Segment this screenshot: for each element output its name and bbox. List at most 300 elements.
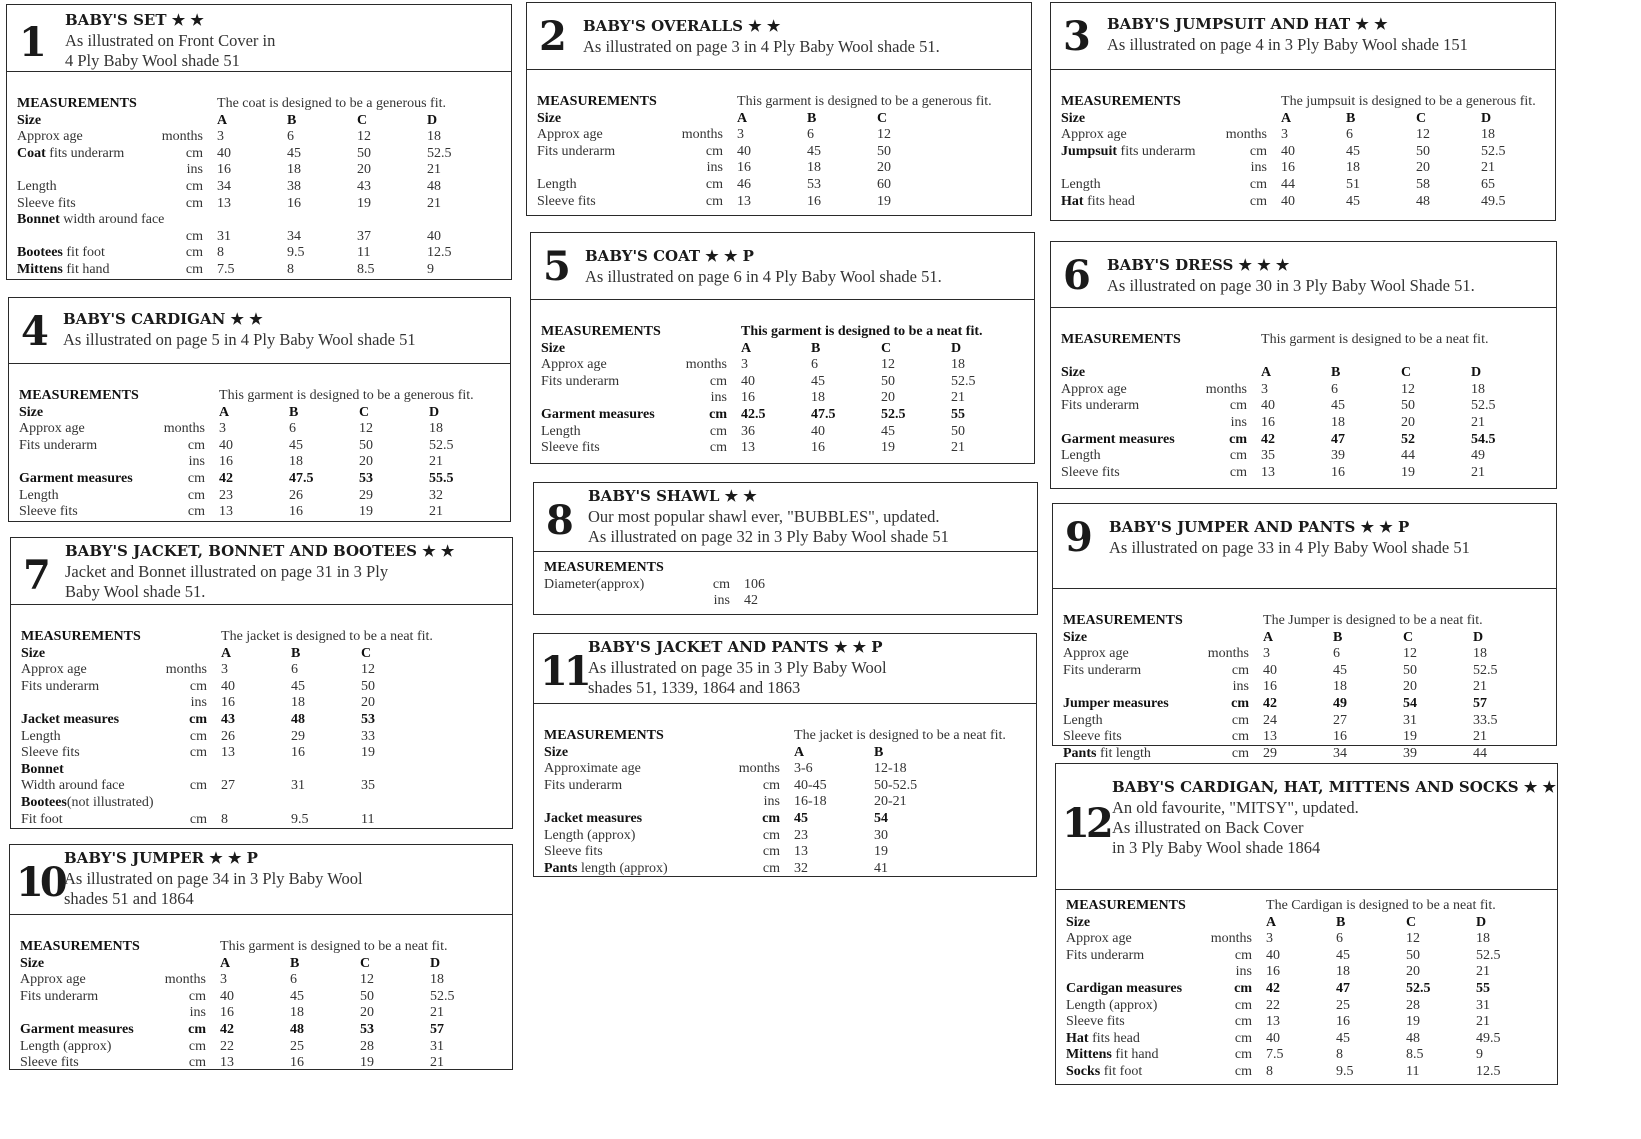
row-value: 52.5 [1406, 980, 1431, 996]
row-label-bold: Jacket measures [544, 810, 643, 826]
measurement-row [1063, 663, 1543, 680]
row-value: 16 [1336, 1014, 1351, 1030]
pattern-header [9, 298, 510, 364]
row-label-text: Fits underarm [1063, 662, 1142, 678]
row-value: 45 [287, 145, 302, 161]
row-label-text: fit hand [62, 261, 110, 277]
row-label-text: Approx age [1061, 127, 1127, 143]
size-unit-empty [161, 646, 221, 663]
row-value: 51 [1346, 176, 1361, 192]
measurements-table [537, 94, 992, 210]
row-value: 28 [1406, 997, 1421, 1013]
measurements-table [1061, 332, 1541, 481]
row-label [544, 593, 684, 610]
row-value: 21 [1476, 1014, 1491, 1030]
row-value: 6 [1336, 931, 1344, 947]
row-value: 12 [360, 972, 375, 988]
row-label [19, 438, 159, 455]
subtitle-line: As illustrated on page 34 in 3 Ply Baby Wool [64, 869, 363, 888]
row-value: 13 [741, 440, 756, 456]
row-unit: months [685, 357, 728, 373]
row-unit: cm [1249, 193, 1268, 209]
row-label [1066, 964, 1206, 981]
size-b: B [1336, 914, 1346, 930]
spacer-row [1061, 349, 1541, 366]
row-label-text: Fits underarm [544, 777, 623, 793]
row-value: 40-45 [794, 777, 827, 793]
row-value: 11 [357, 245, 371, 261]
measurements-title: MEASUREMENTS [20, 939, 140, 954]
pattern-card-5 [530, 232, 1035, 464]
row-label [20, 1005, 160, 1022]
row-value: 49.5 [1481, 193, 1506, 209]
row-label [1061, 127, 1221, 144]
size-d: D [1476, 914, 1487, 930]
measurement-row [537, 127, 947, 144]
size-a: A [1263, 629, 1274, 645]
row-label-text: (not illustrated) [66, 794, 154, 810]
row-label [19, 471, 159, 488]
row-unit: cm [762, 810, 781, 826]
row-unit: cm [189, 811, 208, 827]
measurements-title: MEASUREMENTS [541, 324, 661, 339]
row-value: 18 [951, 357, 966, 373]
row-unit: ins [706, 160, 724, 176]
row-value: 19 [360, 1055, 375, 1071]
row-value: 13 [737, 193, 752, 209]
row-value: 37 [357, 228, 372, 244]
row-value: 55 [951, 406, 966, 422]
row-value: 45 [807, 143, 822, 159]
row-unit: months [163, 421, 206, 437]
row-label [21, 662, 161, 679]
row-value: 36 [741, 423, 756, 439]
fit-note: This garment is designed to be a neat fit. [1261, 332, 1489, 347]
measurements-heading-row [17, 96, 497, 113]
measurements-heading-row [19, 388, 499, 405]
row-value: 57 [430, 1021, 445, 1037]
pattern-number: 8 [546, 497, 574, 544]
pattern-subtitle [588, 658, 887, 698]
row-value: 40 [1281, 143, 1296, 159]
row-value: 3 [741, 357, 749, 373]
fit-note: The Cardigan is designed to be a neat fit. [1266, 898, 1496, 913]
measurement-row [1061, 382, 1541, 399]
row-label [544, 794, 734, 811]
row-label-bold: Jumpsuit [1061, 143, 1118, 159]
pattern-title: BABY'S JACKET, BONNET AND BOOTEES ★ ★ [65, 542, 455, 560]
row-label-text: fits underarm [1117, 143, 1196, 159]
size-c: C [361, 645, 372, 661]
row-value: 44 [1473, 745, 1488, 761]
pattern-subtitle [585, 267, 942, 287]
row-unit: months [681, 127, 724, 143]
row-label [19, 504, 159, 521]
subtitle-line: in 3 Ply Baby Wool shade 1864 [1112, 838, 1321, 857]
row-unit: cm [189, 678, 208, 694]
pattern-card-9 [1052, 503, 1557, 761]
row-value: 21 [1471, 414, 1486, 430]
row-unit: cm [762, 827, 781, 843]
row-label [21, 795, 161, 812]
measurements-title: MEASUREMENTS [544, 560, 664, 575]
row-value: 50 [361, 678, 376, 694]
size-header-row [1061, 111, 1551, 128]
row-value: 6 [807, 127, 815, 143]
row-value: 52.5 [429, 437, 454, 453]
row-unit: cm [1234, 997, 1253, 1013]
row-unit: cm [189, 711, 208, 727]
row-value: 49 [1471, 448, 1486, 464]
measurement-row [544, 593, 814, 610]
measurement-row [1061, 432, 1541, 449]
size-b: B [290, 955, 300, 971]
row-label-text: fit foot [62, 245, 105, 261]
pattern-header [534, 483, 1037, 552]
row-value: 42 [1261, 431, 1276, 447]
row-value: 54 [1403, 695, 1418, 711]
size-b: B [289, 404, 299, 420]
row-value: 12.5 [427, 245, 452, 261]
row-label [541, 440, 681, 457]
row-value: 42.5 [741, 406, 766, 422]
size-b: B [287, 112, 297, 128]
row-value: 40 [741, 373, 756, 389]
size-label: Size [1061, 365, 1086, 381]
row-label [1061, 160, 1221, 177]
subtitle-line: 4 Ply Baby Wool shade 51 [65, 51, 240, 70]
size-d: D [1473, 629, 1484, 645]
measurement-row [1061, 194, 1551, 211]
row-label-bold: Cardigan measures [1066, 980, 1183, 996]
row-value [287, 212, 357, 229]
row-value: 6 [287, 129, 295, 145]
row-label [1066, 1064, 1206, 1081]
size-a: A [1266, 914, 1277, 930]
row-label-text: Approx age [19, 421, 85, 437]
row-value: 45 [811, 373, 826, 389]
row-value: 21 [1476, 964, 1491, 980]
measurement-row [17, 196, 497, 213]
row-value: 45 [1346, 143, 1361, 159]
measurement-row [19, 471, 499, 488]
row-value: 50 [877, 143, 892, 159]
row-value: 48 [291, 711, 306, 727]
measurement-row [21, 662, 431, 679]
row-value: 19 [1403, 729, 1418, 745]
row-label [19, 454, 159, 471]
row-unit: cm [187, 437, 206, 453]
row-value: 21 [427, 195, 442, 211]
row-label [21, 712, 161, 729]
row-value: 20 [877, 160, 892, 176]
row-value: 8 [1336, 1047, 1344, 1063]
row-label-bold: Garment measures [1061, 431, 1175, 447]
row-value: 20 [1416, 160, 1431, 176]
row-value: 34 [1333, 745, 1348, 761]
row-value: 3 [221, 662, 229, 678]
row-value: 21 [1473, 679, 1488, 695]
row-label-text: Length [537, 176, 577, 192]
measurement-row [544, 794, 944, 811]
row-label-text: Approx age [1061, 381, 1127, 397]
row-unit: months [738, 761, 781, 777]
row-value: 40 [220, 988, 235, 1004]
measurement-row [20, 972, 500, 989]
spacer-cell [1061, 349, 1541, 366]
row-label [537, 177, 677, 194]
fit-note: The jumpsuit is designed to be a generous fit. [1281, 94, 1536, 109]
row-unit: months [165, 662, 208, 678]
row-value: 9 [427, 261, 435, 277]
pattern-number: 4 [21, 308, 49, 355]
row-value: 23 [794, 827, 809, 843]
row-value: 47 [1331, 431, 1346, 447]
row-label-text: Approx age [1066, 931, 1132, 947]
pattern-number: 11 [540, 648, 588, 695]
row-value: 8 [1266, 1063, 1274, 1079]
row-value: 52.5 [881, 406, 906, 422]
measurement-row [1066, 1047, 1546, 1064]
row-value: 52.5 [951, 373, 976, 389]
subtitle-line: As illustrated on page 33 in 4 Ply Baby Wool shade 51 [1109, 538, 1470, 557]
row-label-bold: Hat [1061, 193, 1084, 209]
measurement-row [541, 440, 1021, 457]
measurements-title: MEASUREMENTS [1066, 898, 1186, 913]
measurement-row [17, 162, 497, 179]
row-value: 7.5 [1266, 1047, 1284, 1063]
pattern-card-12 [1055, 763, 1558, 1085]
row-label-text: Fits underarm [1061, 398, 1140, 414]
row-label [1061, 415, 1201, 432]
measurement-row [544, 828, 944, 845]
measurements-table [544, 728, 1006, 877]
size-b: B [1331, 365, 1341, 381]
size-c: C [359, 404, 370, 420]
row-value: 18 [1476, 931, 1491, 947]
row-value: 12 [357, 129, 372, 145]
row-unit: cm [712, 576, 731, 592]
measurement-row [1063, 646, 1543, 663]
row-value: 45 [1336, 947, 1351, 963]
row-value: 26 [221, 728, 236, 744]
row-value: 24 [1263, 712, 1278, 728]
row-label-text: Sleeve fits [17, 195, 76, 211]
row-label [1061, 382, 1201, 399]
fit-note: The coat is designed to be a generous fit. [217, 96, 446, 111]
row-label-text: Fits underarm [19, 437, 98, 453]
row-value: 52.5 [430, 988, 455, 1004]
row-value: 13 [1263, 729, 1278, 745]
pattern-header [527, 3, 1031, 70]
row-unit: cm [185, 261, 204, 277]
measurement-row [541, 357, 1021, 374]
row-value: 22 [220, 1038, 235, 1054]
row-value: 40 [1263, 662, 1278, 678]
row-value: 47.5 [811, 406, 836, 422]
row-value: 45 [291, 678, 306, 694]
row-value: 7.5 [217, 261, 235, 277]
measurement-row [1066, 931, 1546, 948]
row-label-text: Fits underarm [541, 373, 620, 389]
row-label [1066, 1014, 1206, 1031]
row-value: 21 [427, 162, 442, 178]
row-label [20, 1055, 160, 1072]
size-header-row [21, 646, 431, 663]
row-label [537, 144, 677, 161]
size-label: Size [17, 112, 42, 128]
row-value: 9.5 [287, 245, 305, 261]
row-label-text: Length [1061, 176, 1101, 192]
row-value: 44 [1281, 176, 1296, 192]
subtitle-line: Baby Wool shade 51. [65, 582, 206, 601]
size-label: Size [20, 955, 45, 971]
pattern-number: 2 [539, 13, 567, 60]
row-label [19, 488, 159, 505]
row-label [1063, 696, 1203, 713]
row-value [291, 762, 361, 779]
row-value: 16 [1333, 729, 1348, 745]
row-value: 16 [1266, 964, 1281, 980]
row-label [1061, 448, 1201, 465]
row-value: 49 [1333, 695, 1348, 711]
row-value: 25 [290, 1038, 305, 1054]
row-value [221, 762, 291, 779]
size-a: A [221, 645, 232, 661]
pattern-subtitle [1112, 798, 1359, 858]
row-value: 20 [361, 695, 376, 711]
row-unit: ins [190, 695, 208, 711]
row-label [17, 229, 157, 246]
measurements-label [544, 560, 744, 577]
measurements-table [19, 388, 499, 521]
size-c: C [1416, 110, 1427, 126]
size-a: A [219, 404, 230, 420]
row-label-text: Sleeve fits [1066, 1014, 1125, 1030]
row-unit: months [1207, 646, 1250, 662]
row-value: 16 [287, 195, 302, 211]
row-value: 50 [951, 423, 966, 439]
size-header-row [20, 956, 500, 973]
row-value: 3 [1266, 931, 1274, 947]
row-label-text: Length [1061, 448, 1101, 464]
row-value: 20 [1401, 414, 1416, 430]
row-value: 52 [1401, 431, 1416, 447]
row-label-text: Approximate age [544, 761, 641, 777]
row-label [1061, 465, 1201, 482]
row-value: 16 [289, 504, 304, 520]
size-unit-empty [160, 956, 220, 973]
pattern-number: 3 [1063, 13, 1091, 60]
row-value: 31 [291, 778, 306, 794]
row-value: 40 [1266, 1030, 1281, 1046]
pattern-number: 10 [16, 859, 64, 906]
pattern-title: BABY'S JUMPSUIT AND HAT ★ ★ [1107, 15, 1388, 33]
row-value: 9.5 [1336, 1063, 1354, 1079]
row-value: 52.5 [1473, 662, 1498, 678]
row-label-bold: Jacket measures [21, 711, 120, 727]
measurements-table [1063, 613, 1543, 762]
row-value: 29 [291, 728, 306, 744]
pattern-title: BABY'S DRESS ★ ★ ★ [1107, 256, 1290, 274]
row-unit: cm [1249, 176, 1268, 192]
row-label [1061, 432, 1201, 449]
measurements-heading-row [21, 629, 431, 646]
row-value: 12 [359, 421, 374, 437]
measurement-row [17, 129, 497, 146]
measurements-label [19, 388, 219, 405]
row-label [17, 146, 157, 163]
row-value: 45 [290, 988, 305, 1004]
row-label [20, 1039, 160, 1056]
measurement-row [17, 146, 497, 163]
pattern-title: BABY'S CARDIGAN ★ ★ [63, 310, 263, 328]
subtitle-line: As illustrated on Back Cover [1112, 818, 1304, 837]
row-label-bold: Bootees [21, 794, 67, 810]
row-value: 50 [1401, 398, 1416, 414]
row-unit: cm [762, 860, 781, 876]
row-value: 47.5 [289, 470, 314, 486]
pattern-subtitle [1107, 276, 1475, 296]
size-c: C [360, 955, 371, 971]
row-value: 35 [361, 778, 376, 794]
row-value: 19 [357, 195, 372, 211]
row-label [21, 695, 161, 712]
pattern-title: BABY'S SET ★ ★ [65, 11, 204, 29]
row-unit [161, 762, 221, 779]
row-unit: cm [188, 988, 207, 1004]
row-value [217, 212, 287, 229]
row-label-text: Fits underarm [1066, 947, 1145, 963]
row-value: 40 [219, 437, 234, 453]
row-value: 52.5 [427, 145, 452, 161]
row-value: 53 [360, 1021, 375, 1037]
size-unit-empty [1206, 915, 1266, 932]
measurement-row [1061, 160, 1551, 177]
row-label-text: Approx age [21, 662, 87, 678]
size-c: C [1406, 914, 1417, 930]
row-value: 45 [794, 810, 809, 826]
row-unit: ins [713, 593, 731, 609]
measurements-label [21, 629, 221, 646]
row-value: 13 [220, 1055, 235, 1071]
row-unit: cm [705, 143, 724, 159]
row-label-text: Fits underarm [21, 678, 100, 694]
row-value: 9 [1476, 1047, 1484, 1063]
measurement-row [1063, 696, 1543, 713]
measurements-heading-row [20, 939, 500, 956]
measurement-row [1061, 415, 1541, 432]
row-value: 58 [1416, 176, 1431, 192]
row-value: 20 [357, 162, 372, 178]
row-value: 9.5 [291, 811, 309, 827]
row-value: 50 [360, 988, 375, 1004]
pattern-number: 9 [1065, 514, 1093, 561]
row-value: 65 [1481, 176, 1496, 192]
row-value: 16 [741, 390, 756, 406]
size-d: D [1481, 110, 1492, 126]
row-unit: cm [1229, 448, 1248, 464]
measurement-row [21, 778, 431, 795]
row-label [541, 390, 681, 407]
row-value: 21 [430, 1055, 445, 1071]
row-label [541, 407, 681, 424]
measurements-heading-row [541, 324, 1021, 341]
row-unit: cm [1231, 729, 1250, 745]
row-value: 27 [1333, 712, 1348, 728]
row-value: 20-21 [874, 794, 907, 810]
size-c: C [1401, 365, 1412, 381]
